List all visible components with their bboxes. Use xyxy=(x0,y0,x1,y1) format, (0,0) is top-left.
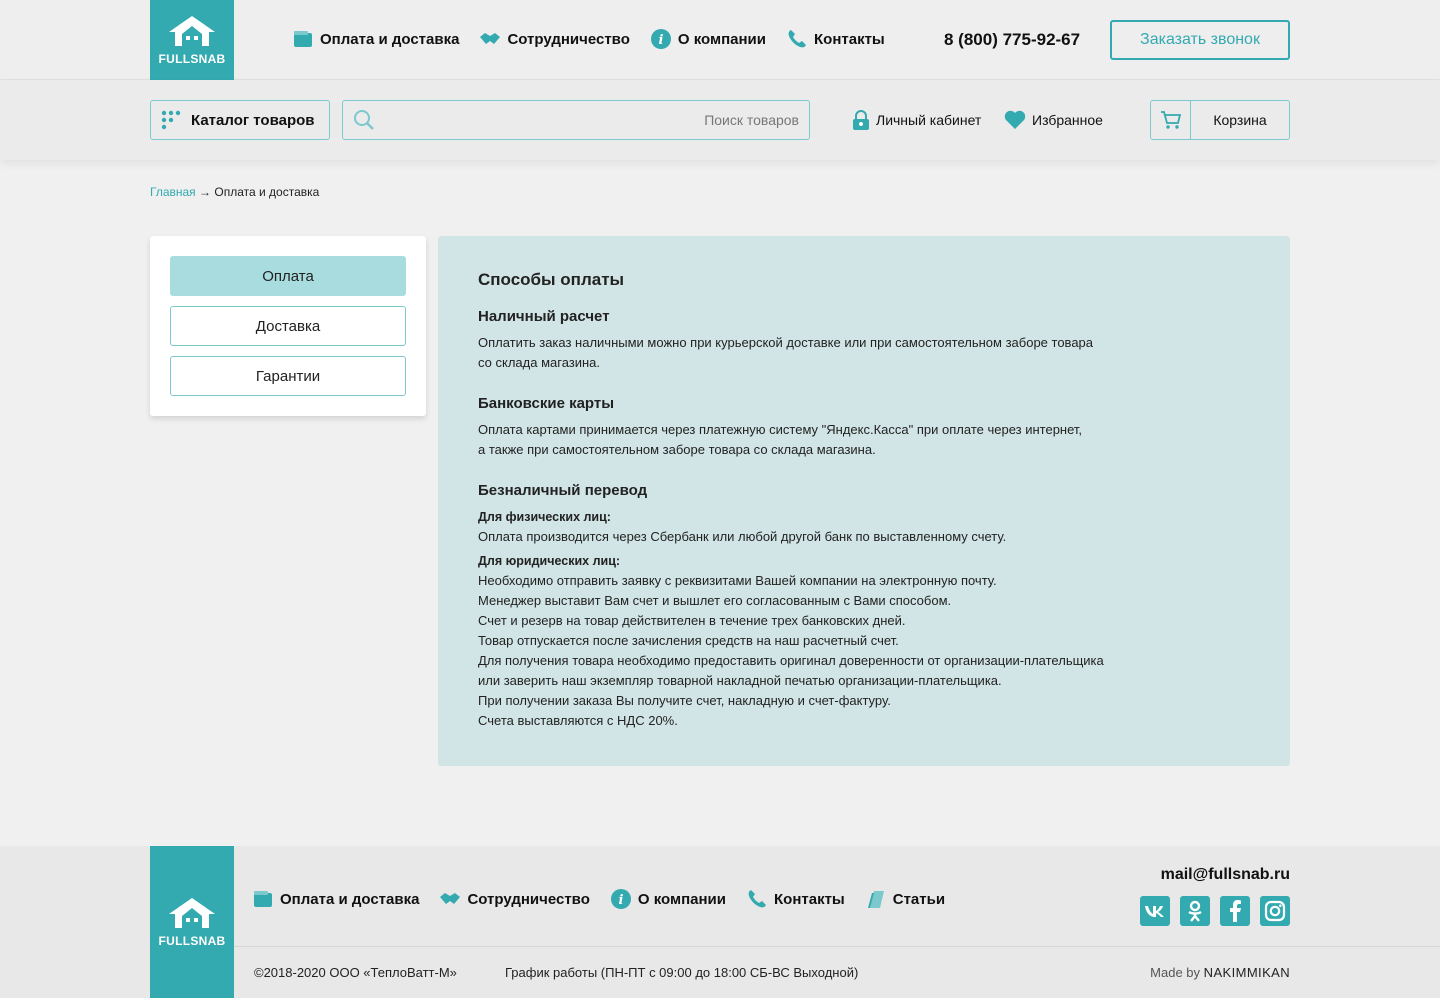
lock-icon xyxy=(852,110,870,130)
logo[interactable] xyxy=(150,0,234,80)
breadcrumb-current: Оплата и доставка xyxy=(214,185,320,199)
catalog-label: Каталог товаров xyxy=(191,111,315,129)
text-line: Менеджер выставит Вам счет и вышлет его согласованным с Вами способом. xyxy=(478,593,952,608)
facebook-icon[interactable] xyxy=(1220,896,1250,926)
search-box xyxy=(342,100,810,140)
section-title: Безналичный перевод xyxy=(478,482,648,499)
footer-nav xyxy=(252,888,945,910)
breadcrumb-separator: → xyxy=(199,185,212,199)
toolbar xyxy=(0,80,1440,160)
phone-icon xyxy=(746,888,768,910)
cart-icon-box xyxy=(1151,101,1191,139)
logo-text: FULLSNAB xyxy=(158,52,226,66)
legal-label: Для юридических лиц: xyxy=(478,554,621,568)
text-line: Счета выставляются с НДС 20%. xyxy=(478,713,678,728)
section-title: Наличный расчет xyxy=(478,308,610,325)
text-line: Оплата картами принимается через платежную систему "Яндекс.Касса" при оплате через интернет, xyxy=(478,422,1083,437)
footer-nav-cooperation[interactable] xyxy=(439,888,589,910)
favorites-link[interactable] xyxy=(1004,110,1103,130)
social-links xyxy=(1140,896,1290,926)
nav-cooperation[interactable] xyxy=(479,28,629,50)
text-line: Счет и резерв на товар действителен в течение трех банковских дней. xyxy=(478,613,906,628)
footer-divider xyxy=(234,946,1440,947)
wallet-icon xyxy=(252,888,274,910)
handshake-icon xyxy=(479,28,501,50)
grid-dots-icon xyxy=(161,110,181,130)
handshake-icon xyxy=(439,888,461,910)
side-menu-payment[interactable]: Оплата xyxy=(170,256,406,296)
nav-label: Оплата и доставка xyxy=(280,890,420,908)
footer-logo[interactable] xyxy=(150,846,234,998)
nav-label: О компании xyxy=(637,890,726,908)
cash-section xyxy=(478,308,1250,373)
breadcrumb xyxy=(150,185,319,199)
nav-label: Контакты xyxy=(814,30,885,48)
side-menu xyxy=(150,236,426,416)
footer-nav-contacts[interactable] xyxy=(746,888,845,910)
text-line: Оплата производится через Сбербанк или любой другой банк по выставленному счету. xyxy=(478,529,1007,544)
individuals-label: Для физических лиц: xyxy=(478,510,611,524)
account-link[interactable] xyxy=(852,110,981,130)
nav-label: Статьи xyxy=(892,890,946,908)
text-line: При получении заказа Вы получите счет, накладную и счет-фактуру. xyxy=(478,693,891,708)
account-label: Личный кабинет xyxy=(876,112,982,128)
house-logo-icon xyxy=(165,14,219,48)
cart-label: Корзина xyxy=(1213,112,1267,128)
made-by-prefix: Made by xyxy=(1150,965,1201,980)
made-by-name: NAKIMMIKAN xyxy=(1203,965,1290,980)
text-line: Оплатить заказ наличными можно при курьерской доставке или при самостоятельном заборе товара xyxy=(478,335,1094,350)
nav-contacts[interactable] xyxy=(786,28,885,50)
odnoklassniki-icon[interactable] xyxy=(1180,896,1210,926)
nav-label: О компании xyxy=(677,30,766,48)
top-nav xyxy=(292,28,885,50)
transfer-section xyxy=(478,482,1250,731)
content-panel xyxy=(438,236,1290,766)
top-header xyxy=(0,0,1440,80)
nav-payment-delivery[interactable] xyxy=(292,28,459,50)
side-menu-delivery[interactable]: Доставка xyxy=(170,306,406,346)
wallet-icon xyxy=(292,28,314,50)
heart-icon xyxy=(1004,110,1026,130)
svg-text:i: i xyxy=(658,33,664,48)
instagram-icon[interactable] xyxy=(1260,896,1290,926)
search-input[interactable] xyxy=(375,112,799,128)
footer-email[interactable]: mail@fullsnab.ru xyxy=(1160,866,1290,883)
footer-nav-articles[interactable] xyxy=(865,888,945,910)
logo-text: FULLSNAB xyxy=(158,934,226,948)
nav-label: Контакты xyxy=(774,890,845,908)
breadcrumb-home[interactable]: Главная xyxy=(150,185,196,199)
favorites-label: Избранное xyxy=(1032,112,1103,128)
nav-label: Сотрудничество xyxy=(467,890,590,908)
side-menu-guarantees[interactable]: Гарантии xyxy=(170,356,406,396)
text-line: Для получения товара необходимо предоставить оригинал доверенности от организации-плательщика xyxy=(478,653,1104,668)
phone-icon xyxy=(786,28,808,50)
cart-icon xyxy=(1160,110,1182,130)
footer-nav-payment-delivery[interactable] xyxy=(252,888,419,910)
text-line: Необходимо отправить заявку с реквизитами Вашей компании на электронную почту. xyxy=(478,573,997,588)
text-line: со склада магазина. xyxy=(478,355,601,370)
text-line: а также при самостоятельном заборе товара со склада магазина. xyxy=(478,442,876,457)
work-schedule: График работы (ПН-ПТ с 09:00 до 18:00 СБ-ВС Выходной) xyxy=(505,965,859,980)
house-logo-icon xyxy=(165,896,219,930)
footer xyxy=(0,846,1440,998)
made-by[interactable] xyxy=(1150,965,1290,980)
info-icon xyxy=(650,28,672,50)
nav-about[interactable] xyxy=(650,28,766,50)
catalog-button[interactable] xyxy=(150,100,330,140)
article-icon xyxy=(865,888,887,910)
text-line: или заверить наш экземпляр товарной накладной печатью организации-плательщика. xyxy=(478,673,1002,688)
info-icon xyxy=(610,888,632,910)
section-title: Банковские карты xyxy=(478,395,615,412)
cart-button[interactable] xyxy=(1150,100,1290,140)
svg-text:i: i xyxy=(618,893,624,908)
page-title: Способы оплаты xyxy=(478,270,625,289)
nav-label: Оплата и доставка xyxy=(320,30,460,48)
footer-nav-about[interactable] xyxy=(610,888,726,910)
search-icon[interactable] xyxy=(353,109,375,131)
copyright: ©2018-2020 ООО «ТеплоВатт-М» xyxy=(254,965,457,980)
text-line: Товар отпускается после зачисления средств на наш расчетный счет. xyxy=(478,633,899,648)
nav-label: Сотрудничество xyxy=(507,30,630,48)
cards-section xyxy=(478,395,1250,460)
vk-icon[interactable] xyxy=(1140,896,1170,926)
request-call-button[interactable]: Заказать звонок xyxy=(1110,20,1290,60)
phone-number[interactable]: 8 (800) 775-92-67 xyxy=(944,30,1081,49)
